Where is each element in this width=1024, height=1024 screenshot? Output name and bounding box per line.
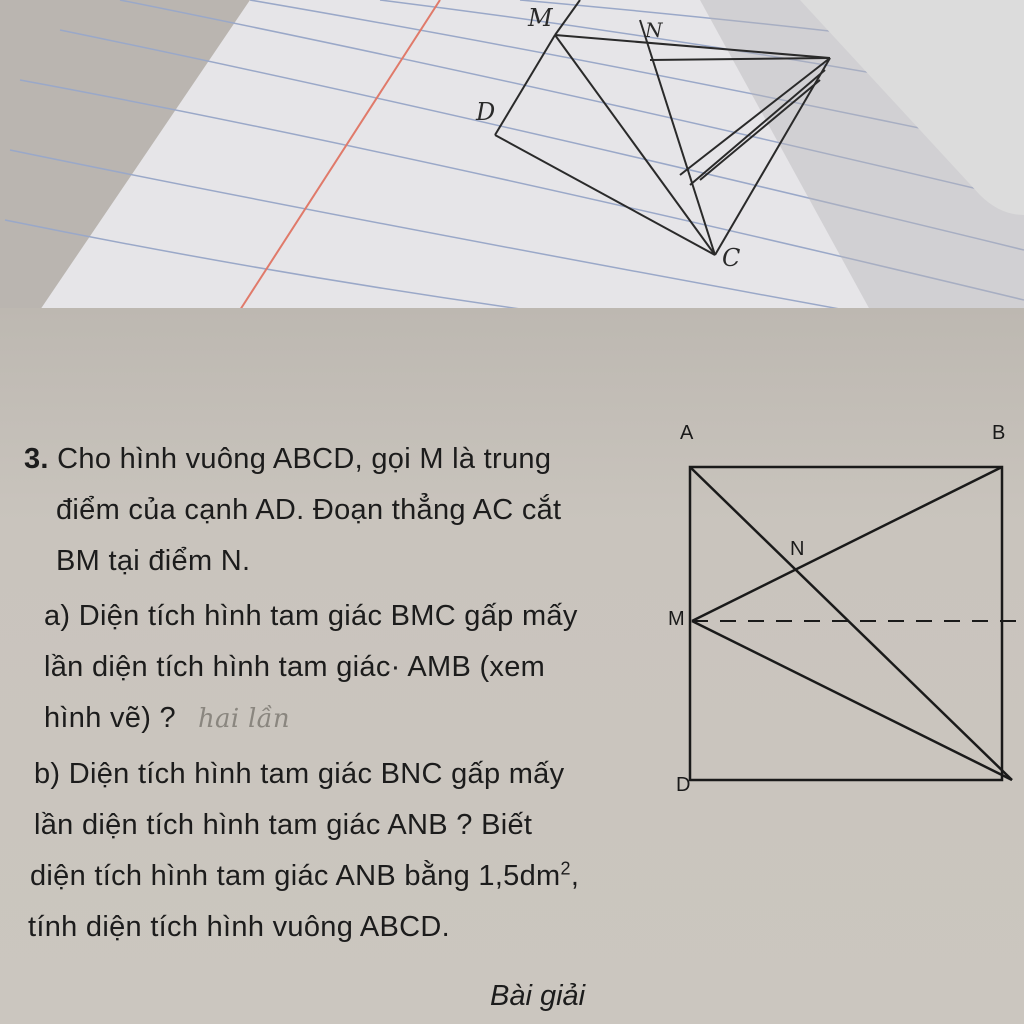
segment-bm [692,467,1002,621]
label-m: M [668,608,685,630]
part-b-line-4: tính diện tích hình vuông ABCD. [28,911,451,943]
intro-line-2: điểm của cạnh AD. Đoạn thẳng AC cắt [56,494,562,526]
label-a: A [680,422,694,444]
handwritten-answer: hai lần [197,704,290,734]
sketch-label-m: M [528,4,553,32]
label-n: N [790,538,805,560]
part-b-line-2: lần diện tích hình tam giác ANB ? Biết [34,809,533,841]
part-a-line-3: hình vẽ) ? hai lần [44,702,290,734]
superscript-2: 2 [560,858,571,879]
figure-diagram [640,438,1024,798]
sketch-label-c: C [722,244,741,272]
part-a-line-1: a) Diện tích hình tam giác BMC gấp mấy [44,600,578,632]
label-d: D [676,774,691,796]
intro-line-1: 3. Cho hình vuông ABCD, gọi M là trung [24,443,552,475]
sketch-label-n: N [645,18,663,42]
textbook-page [0,308,1024,1024]
notebook-sketch [0,0,1024,330]
part-a-line-2: lần diện tích hình tam giác· AMB (xem [44,651,546,683]
part-b-line-3: diện tích hình tam giác ANB bằng $1,5dm^2$, [30,858,580,892]
solution-label: Bài giải [490,980,586,1012]
square-figure [640,422,1024,803]
label-b: B [992,422,1006,444]
part-b-line-1: b) Diện tích hình tam giác BNC gấp mấy [34,758,565,790]
diagonal-ac [690,467,1012,780]
sketch-label-d: D [476,98,496,126]
intro-line-3: BM tại điểm N. [56,545,251,577]
problem-3 [24,434,599,953]
problem-number: 3. [24,443,49,475]
segment-mc [692,621,1012,780]
notebook-page [0,0,1024,330]
